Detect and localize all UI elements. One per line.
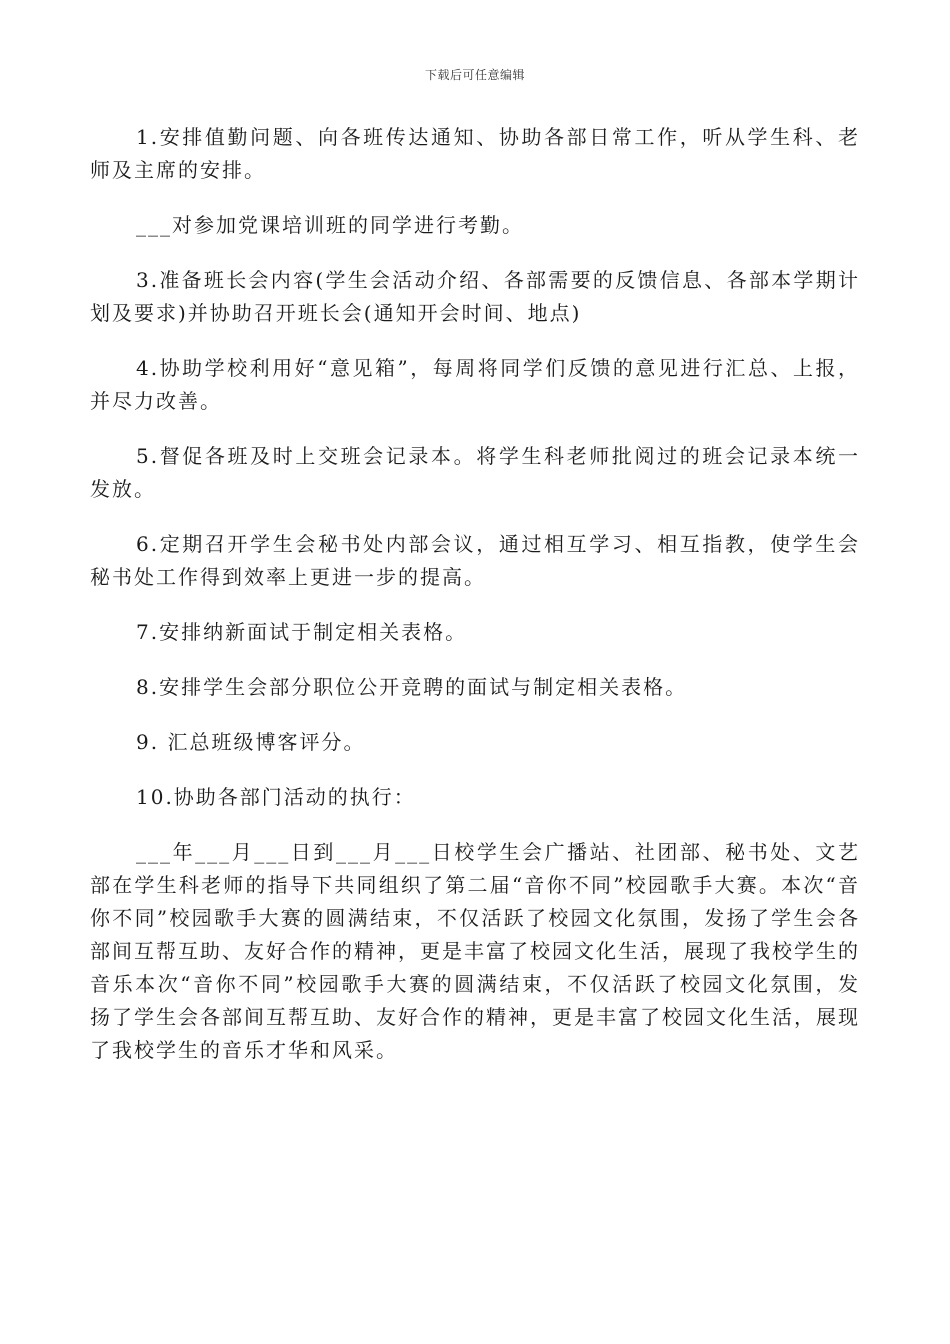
paragraph-item-8: 8.安排学生会部分职位公开竞聘的面试与制定相关表格。 <box>136 675 688 699</box>
paragraph-item-9: 9. 汇总班级博客评分。 <box>136 730 366 754</box>
paragraph-item-7: 7.安排纳新面试于制定相关表格。 <box>136 620 468 644</box>
paragraph-item-10: 10.协助各部门活动的执行： <box>136 785 416 809</box>
paragraph-item-4: 4.协助学校利用好“意见箱”，每周将同学们反馈的意见进行汇总、上报，并尽力改善。 <box>90 356 860 413</box>
paragraph-item-3: 3.准备班长会内容(学生会活动介绍、各部需要的反馈信息、各部本学期计划及要求)并协助召开班长会(通知开会时间、地点) <box>90 268 860 325</box>
paragraph-item-1: 1.安排值勤问题、向各班传达通知、协助各部日常工作，听从学生科、老师及主席的安排。 <box>90 125 860 182</box>
paragraph-item-2: ___对参加党课培训班的同学进行考勤。 <box>136 213 524 237</box>
paragraph-item-5: 5.督促各班及时上交班会记录本。将学生科老师批阅过的班会记录本统一发放。 <box>90 444 860 501</box>
paragraph-event-summary: ___年___月___日到___月___日校学生会广播站、社团部、秘书处、文艺部在学生科老师的指导下共同组织了第二届“音你不同”校园歌手大赛。本次“音你不同”校园歌手大赛的圆满结束，不仅活跃了校园文化氛围，发扬了学生会各部间互帮互助、友好合作的精神，更是丰富了校园文化生活，展现了我校学生的音乐本次“音你不同”校园歌手大赛的圆满结束，不仅活跃了校园文化氛围，发扬了学生会各部间互帮互助、友好合作的精神，更是丰富了校园文化生活，展现了我校学生的音乐才华和风采。 <box>90 840 860 1062</box>
page-header: 下载后可任意编辑 <box>424 68 525 82</box>
document-body <box>90 121 860 1089</box>
paragraph-item-6: 6.定期召开学生会秘书处内部会议，通过相互学习、相互指教，使学生会秘书处工作得到效率上更进一步的提高。 <box>90 532 860 589</box>
